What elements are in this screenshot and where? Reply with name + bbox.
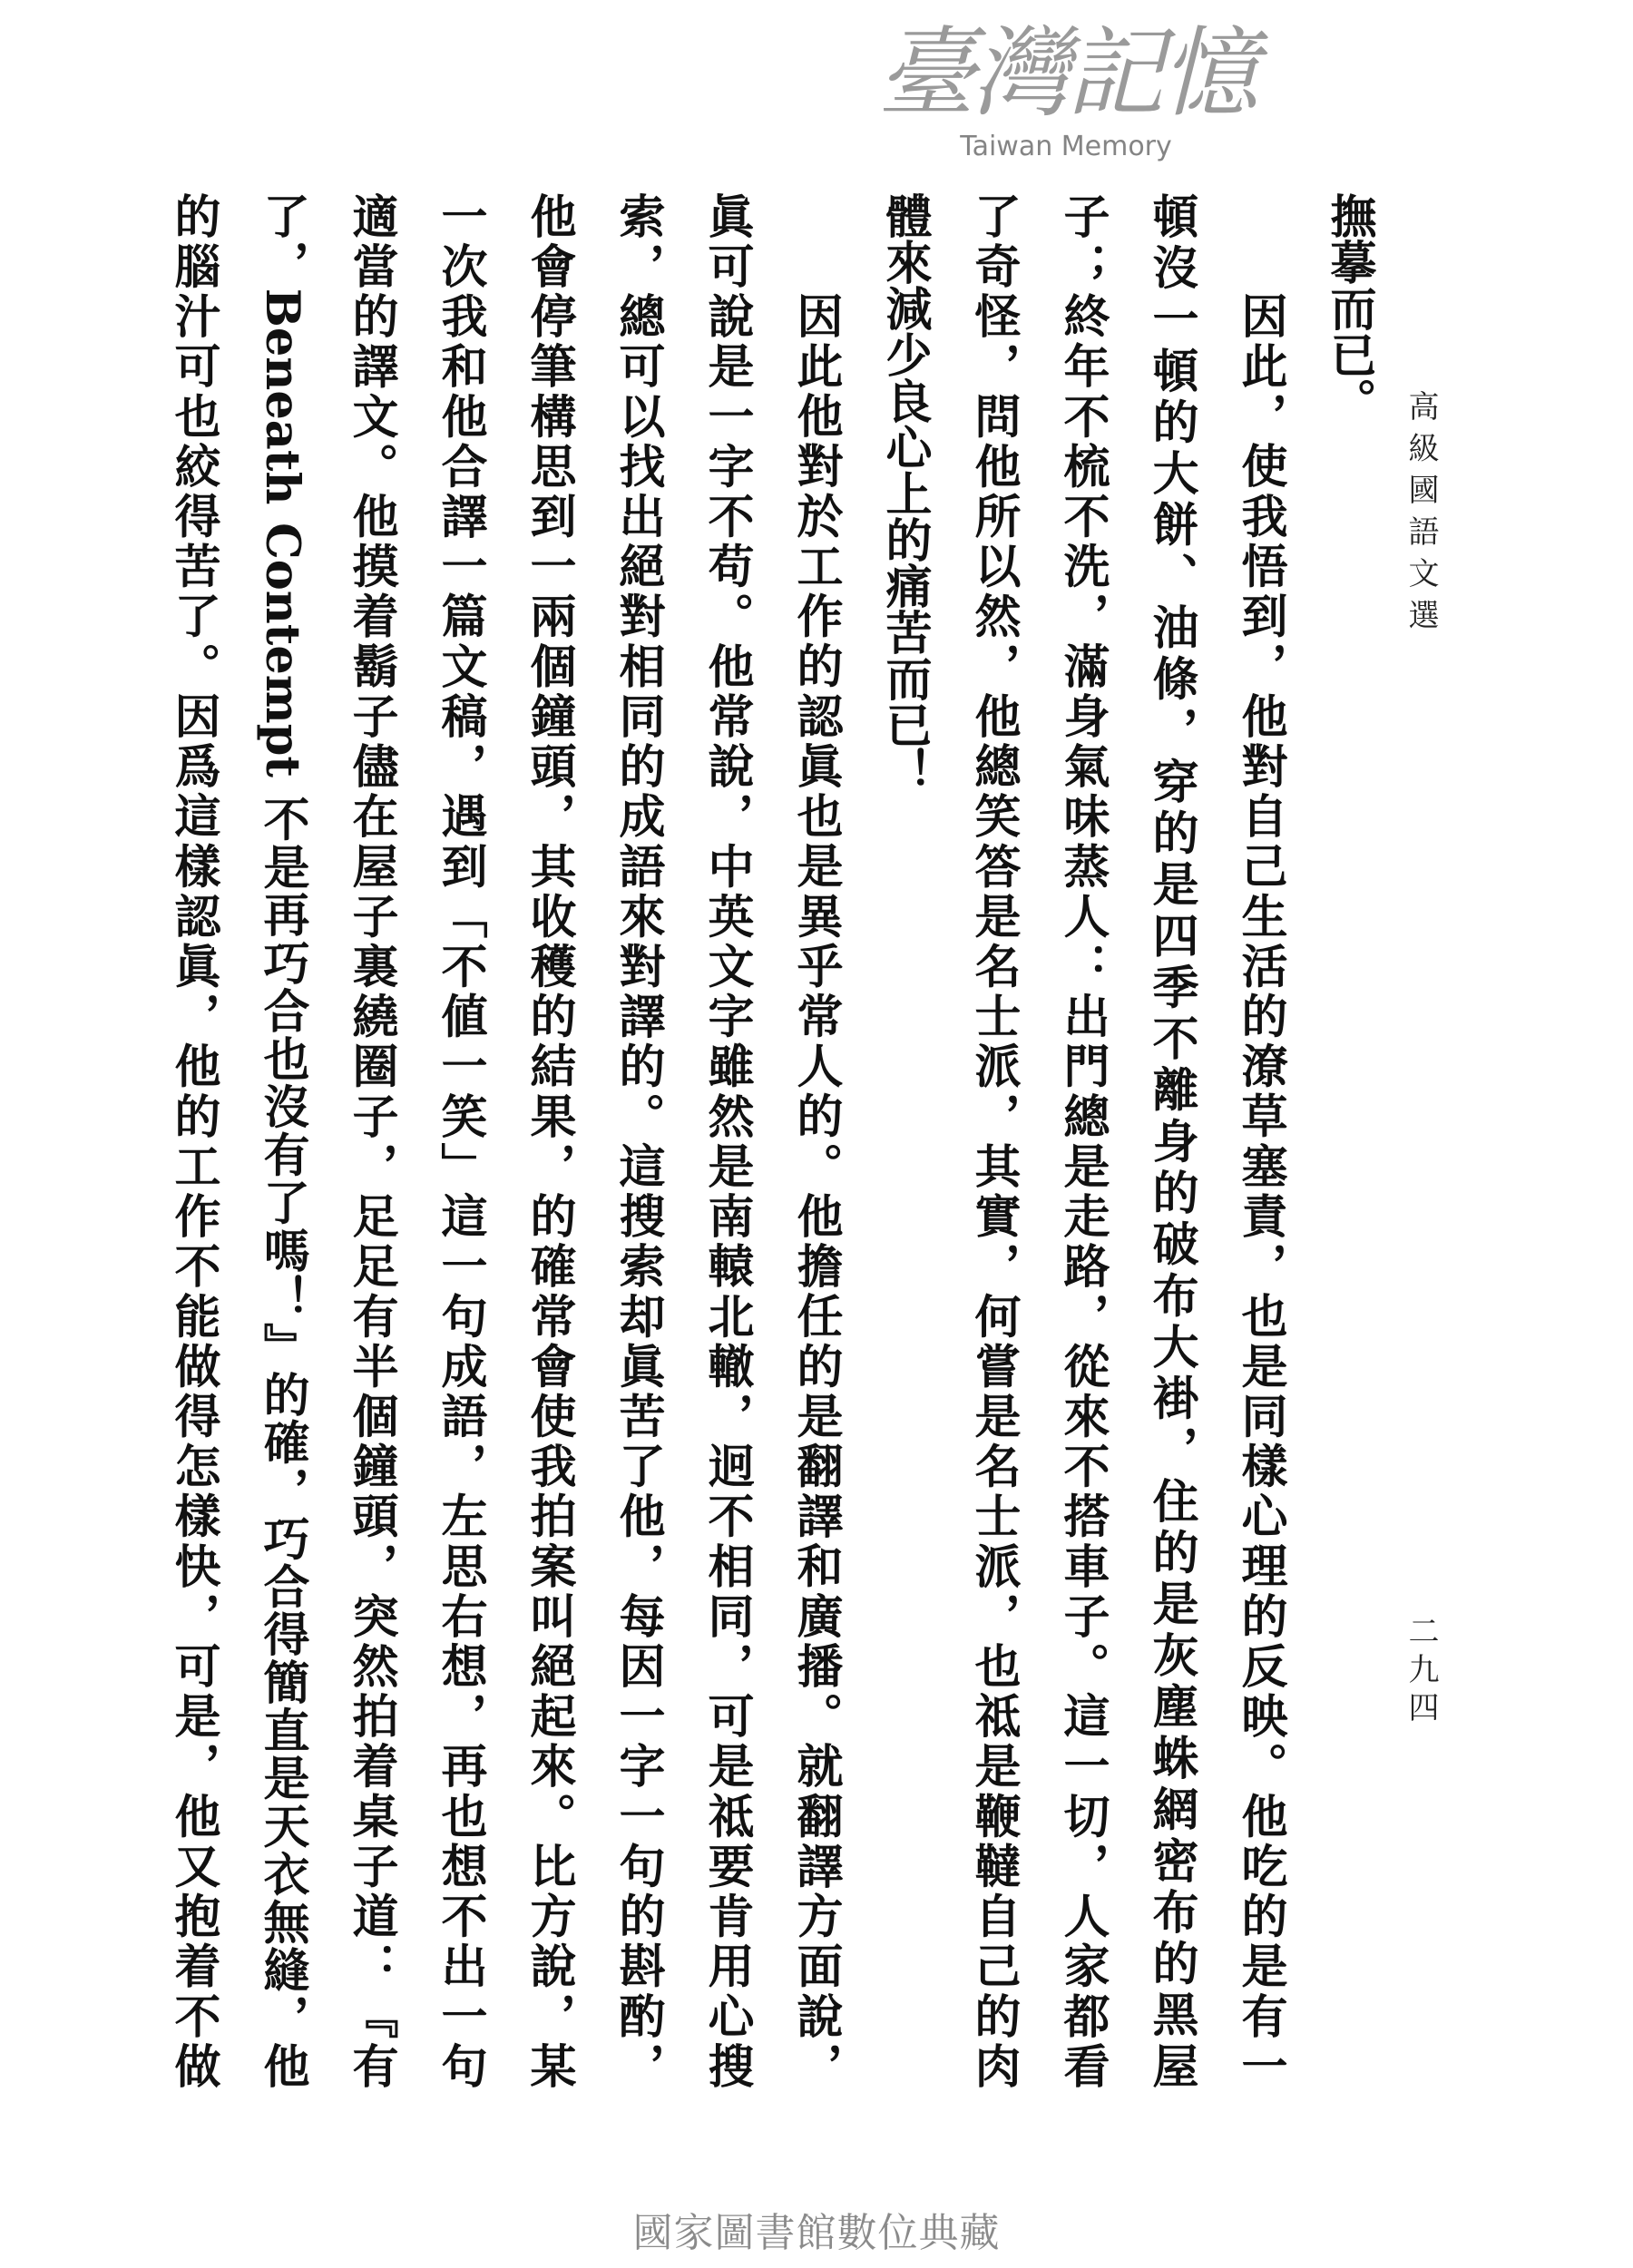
text-column: 體來減少良心上的痛苦而已！ — [877, 192, 932, 794]
text-column: 撫摹而已。 — [1322, 192, 1376, 424]
taiwan-memory-watermark — [839, 17, 1293, 174]
page-number: 二九四 — [1403, 1615, 1439, 1729]
watermark-chinese: 臺灣記憶 — [876, 17, 1255, 131]
text-column: 的腦汁可也絞得苦了。因爲這樣認眞，他的工作不能做得怎樣快，可是，他又抱着不做 — [166, 192, 220, 2088]
text-column: 因此他對於工作的認眞也是異乎常人的。他擔任的是翻譯和廣播。就翻譯方面說， — [788, 292, 843, 2088]
text-column: 因此，使我悟到，他對自己生活的潦草塞責，也是同樣心理的反映。他吃的是有一 — [1233, 292, 1287, 2088]
text-column: 適當的譯文。他摸着鬍子儘在屋子裏繞圈子，足足有半個鐘頭，突然拍着桌子道：『有 — [344, 192, 398, 2088]
archive-footer: 國家圖書館數位典藏 — [632, 2210, 1001, 2256]
watermark-english: Taiwan Memory — [960, 131, 1172, 162]
text-column: 頓沒一頓的大餅、油條，穿的是四季不離身的破布大褂，住的是灰塵蛛網密布的黑屋 — [1144, 192, 1198, 2088]
text-column: 了，Beneath Contempt 不是再巧合也沒有了嗎！』的確，巧合得簡直是天衣無縫，他 — [255, 192, 309, 2088]
text-column: 索，總可以找出絕對相同的成語來對譯的。這搜索却眞苦了他，每因一字一句的斟酌， — [611, 192, 665, 2088]
text-column: 了奇怪，問他所以然，他總笑答是名士派，其實，何嘗是名士派，也祗是鞭韃自己的肉 — [966, 192, 1021, 2088]
text-column: 他會停筆構思到一兩個鐘頭，其收穫的結果，的確常會使我拍案叫絕起來。比方說，某 — [522, 192, 576, 2088]
running-head-book-title: 高級國語文選 — [1403, 390, 1439, 640]
text-column: 子；終年不梳不洗，滿身氣味蒸人：出門總是走路，從來不搭車子。這一切，人家都看 — [1055, 192, 1110, 2088]
text-column: 一次我和他合譯一篇文稿，遇到「不値一笑」這一句成語，左思右想，再也想不出一句 — [433, 192, 487, 2088]
text-column: 眞可說是一字不苟。他常說，中英文字雖然是南轅北轍，迥不相同，可是祗要肯用心搜 — [699, 192, 754, 2088]
